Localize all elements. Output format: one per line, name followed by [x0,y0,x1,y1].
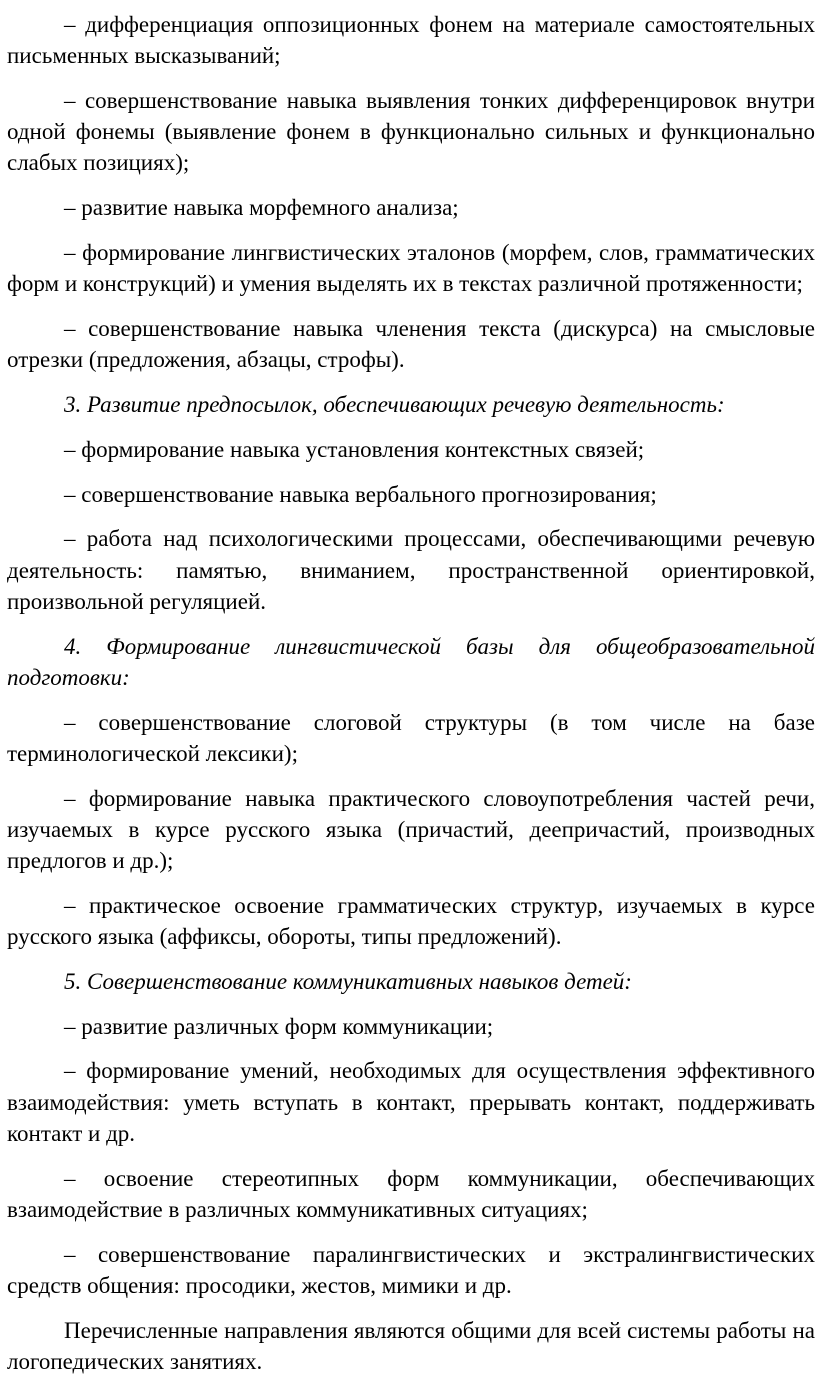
closing-paragraph: Перечисленные направления являются общими для всей системы работы на логопедических занятиях. [7,1317,815,1374]
list-item-linguistic-standards: – формирование лингвистических эталонов (морфем, слов, грамматических форм и конструкций) и умения выделять их в текстах различной протяженности; [7,240,815,297]
list-item-text-segmentation: – совершенствование навыка членения текста (дискурса) на смысловые отрезки (предложения, абзацы, строфы). [7,316,815,373]
list-item-syllable-structure: – совершенствование слоговой структуры (в том числе на базе терминологической лексики); [7,709,815,766]
section-heading-3: 3. Развитие предпосылок, обеспечивающих речевую деятельность: [64,392,725,417]
section-heading-5: 5. Совершенствование коммуникативных навыков детей: [64,968,632,994]
list-item-phoneme-differentiation: – дифференциация оппозиционных фонем на материале самостоятельных письменных высказываний; [7,12,815,69]
list-item-communication-forms: – развитие различных форм коммуникации; [64,1013,494,1039]
document-page [7,0,815,1391]
list-item-context-links: – формирование навыка установления контекстных связей; [64,436,645,462]
list-item-stereotyped-forms: – освоение стереотипных форм коммуникации, обеспечивающих взаимодействие в различных коммуникативных ситуациях; [7,1165,815,1222]
section-heading-4: 4. Формирование лингвистической базы для общеобразовательной подготовки: [7,633,815,690]
list-item-interaction-skills: – формирование умений, необходимых для осуществления эффективного взаимодействия: уметь вступать в контакт, прерывать контакт, поддерживать контакт и др. [7,1058,815,1146]
list-item-grammar-structures: – практическое освоение грамматических структур, изучаемых в курсе русского языка (аффиксы, обороты, типы предложений). [7,892,815,949]
list-item-verbal-prediction: – совершенствование навыка вербального прогнозирования; [64,481,657,507]
list-item-morpheme-analysis: – развитие навыка морфемного анализа; [64,195,459,221]
list-item-subtle-differentiation: – совершенствование навыка выявления тонких дифференцировок внутри одной фонемы (выявление фонем в функционально сильных и функционально слабых позициях); [7,88,815,176]
list-item-word-usage: – формирование навыка практического словоупотребления частей речи, изучаемых в курсе русского языка (причастий, деепричастий, производных предлогов и др.); [7,785,815,873]
list-item-psychological-processes: – работа над психологическими процессами, обеспечивающими речевую деятельность: памятью, вниманием, пространственной ориентировкой, произвольной регуляцией. [7,526,815,614]
list-item-paralinguistic-means: – совершенствование паралингвистических и экстралингвистических средств общения: просодики, жестов, мимики и др. [7,1241,815,1298]
